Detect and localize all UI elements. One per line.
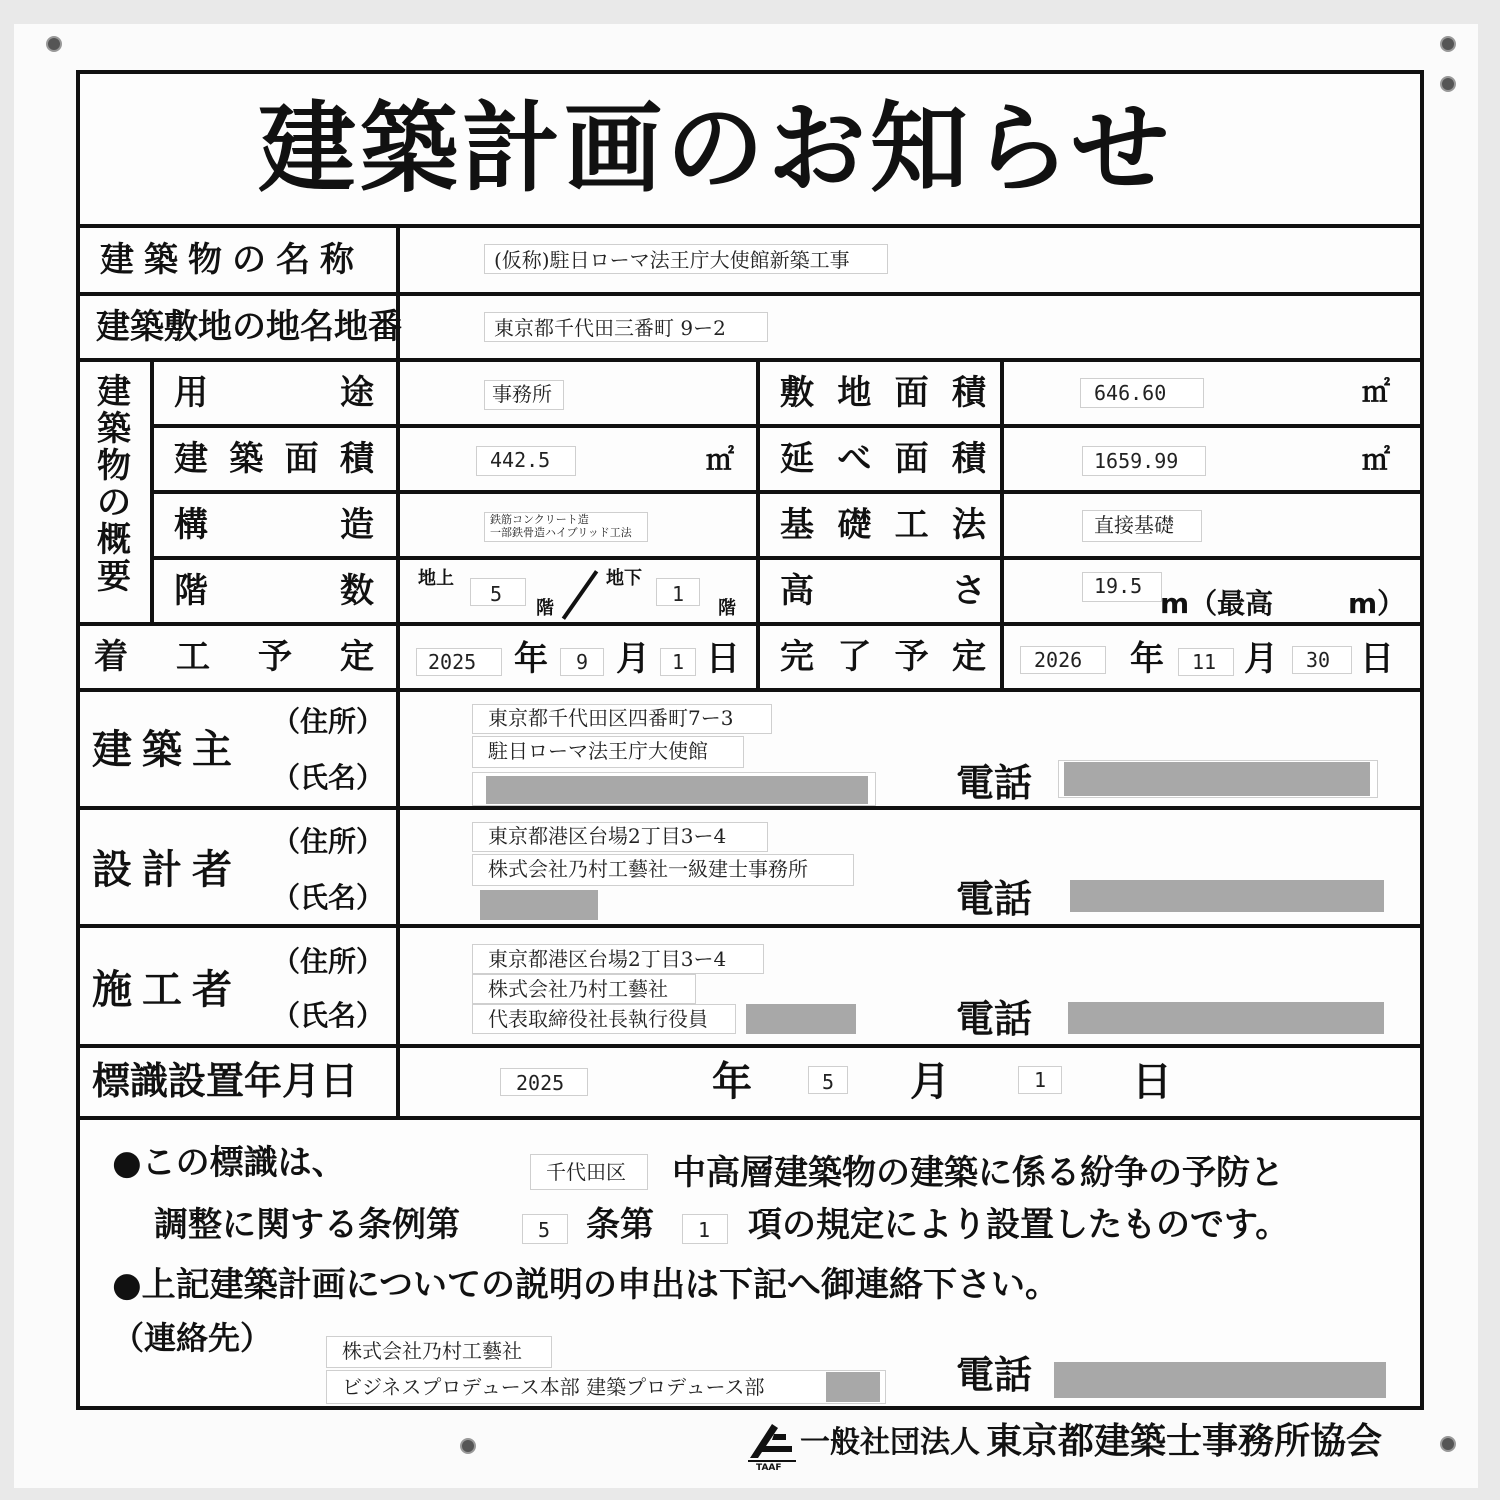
owner-address: 東京都千代田区四番町7ー3 — [488, 706, 734, 730]
start-year: 2025 — [428, 650, 477, 674]
building-area-unit: ㎡ — [706, 443, 735, 476]
divider — [76, 622, 1424, 626]
sign-title: 建築計画のお知らせ — [258, 92, 1174, 206]
building-area-label: 建築面積 — [174, 439, 374, 479]
height-max-unit: m） — [1348, 587, 1406, 620]
floors-above-value: 5 — [490, 582, 503, 606]
redaction-bar — [1054, 1362, 1386, 1398]
constructor-address: 東京都港区台場2丁目3ー4 — [488, 947, 727, 971]
divider — [1000, 358, 1004, 688]
structure-value-line2: 一部鉄骨造ハイブリッド工法 — [490, 526, 632, 539]
redaction-bar — [1064, 762, 1370, 796]
posting-month: 5 — [822, 1070, 835, 1094]
finish-day-unit: 日 — [1360, 639, 1394, 679]
posting-month-unit: 月 — [910, 1059, 950, 1105]
floors-label: 階数 — [174, 571, 374, 611]
constructor-name: 株式会社乃村工藝社 — [488, 977, 668, 1001]
designer-label: 設計者 — [92, 847, 242, 893]
footer-org-name: 東京都建築士事務所協会 — [986, 1421, 1383, 1462]
divider — [152, 556, 1424, 560]
note-line1-a: ●この標識は、 — [112, 1143, 346, 1183]
note-article: 5 — [538, 1218, 551, 1242]
finish-label: 完了予定 — [780, 637, 986, 677]
designer-name: 株式会社乃村工藝社一級建士事務所 — [488, 857, 808, 881]
redaction-bar — [480, 890, 598, 920]
site-area-unit: ㎡ — [1362, 375, 1391, 408]
grommet — [460, 1438, 476, 1454]
floors-above-label: 地上 — [418, 568, 454, 589]
site-address-value: 東京都千代田三番町 9ー2 — [494, 316, 726, 340]
foundation-value: 直接基礎 — [1094, 513, 1174, 537]
use-value: 事務所 — [492, 382, 552, 406]
finish-year: 2026 — [1034, 648, 1083, 672]
start-month-unit: 月 — [616, 639, 650, 679]
posting-year: 2025 — [516, 1071, 565, 1095]
grommet — [1440, 36, 1456, 52]
divider — [150, 358, 154, 624]
divider — [76, 292, 1424, 296]
designer-address: 東京都港区台場2丁目3ー4 — [488, 824, 727, 848]
start-month: 9 — [576, 650, 589, 674]
owner-label: 建築主 — [92, 727, 242, 773]
note-line2-c: 項の規定により設置したものです。 — [748, 1205, 1290, 1245]
divider — [396, 224, 400, 1116]
taaf-logo-icon — [746, 1418, 800, 1468]
building-name-value: (仮称)駐日ローマ法王庁大使館新築工事 — [494, 248, 850, 272]
floor-area-unit: ㎡ — [1362, 443, 1391, 476]
divider — [76, 1116, 1424, 1120]
floors-unit-above: 階 — [536, 598, 554, 619]
floors-unit-below: 階 — [718, 598, 736, 619]
start-day-unit: 日 — [706, 639, 740, 679]
constructor-phone-label: 電話 — [956, 997, 1033, 1041]
start-year-unit: 年 — [514, 639, 548, 679]
divider — [152, 490, 1424, 494]
site-area-label: 敷地面積 — [780, 373, 986, 413]
start-day: 1 — [672, 650, 685, 674]
taaf-logo-text: TAAF — [756, 1463, 782, 1473]
contact-phone-label: 電話 — [956, 1353, 1033, 1397]
height-label: 高さ — [780, 571, 986, 611]
posting-year-unit: 年 — [712, 1059, 752, 1105]
grommet — [1440, 1436, 1456, 1452]
posting-day-unit: 日 — [1132, 1059, 1172, 1105]
divider — [152, 424, 1424, 428]
height-unit: m（最高 — [1160, 587, 1274, 620]
note-clause: 1 — [698, 1218, 711, 1242]
overview-label: 建 築 物 の 概 要 — [97, 372, 131, 597]
building-name-label: 建築物の名称 — [100, 240, 364, 280]
divider — [76, 924, 1424, 928]
constructor-rep: 代表取締役社長執行役員 — [488, 1007, 708, 1031]
owner-address-label: （住所） — [272, 705, 385, 738]
contact-dept: ビジネスプロデュース本部 建築プロデュース部 — [342, 1375, 765, 1399]
constructor-name-label: （氏名） — [272, 999, 385, 1032]
redaction-bar — [1070, 880, 1384, 912]
building-area-value: 442.5 — [490, 448, 551, 472]
start-label: 着工予定 — [94, 637, 374, 677]
divider — [76, 224, 1424, 228]
finish-day: 30 — [1306, 648, 1331, 672]
designer-address-label: （住所） — [272, 825, 385, 858]
constructor-address-label: （住所） — [272, 945, 385, 978]
owner-name-label: （氏名） — [272, 761, 385, 794]
designer-name-label: （氏名） — [272, 881, 385, 914]
grommet — [46, 36, 62, 52]
height-value: 19.5 — [1094, 574, 1143, 598]
redaction-bar — [826, 1372, 880, 1402]
finish-month-unit: 月 — [1244, 639, 1278, 679]
divider — [76, 688, 1424, 692]
finish-month: 11 — [1192, 650, 1217, 674]
finish-year-unit: 年 — [1130, 639, 1164, 679]
site-area-value: 646.60 — [1094, 381, 1167, 405]
redaction-bar — [1068, 1002, 1384, 1034]
footer-org-type: 一般社団法人 — [800, 1425, 980, 1460]
constructor-label: 施工者 — [92, 967, 242, 1013]
owner-phone-label: 電話 — [956, 761, 1033, 805]
divider — [76, 1044, 1424, 1048]
redaction-bar — [746, 1004, 856, 1034]
note-ward: 千代田区 — [546, 1160, 626, 1184]
divider — [76, 806, 1424, 810]
note-line2-b: 条第 — [586, 1205, 654, 1245]
floors-below-label: 地下 — [606, 568, 642, 589]
foundation-label: 基礎工法 — [780, 505, 986, 545]
floor-area-value: 1659.99 — [1094, 449, 1179, 473]
site-address-label: 建築敷地の地名地番 — [96, 307, 402, 347]
note-line1-b: 中高層建築物の建築に係る紛争の予防と — [672, 1153, 1284, 1193]
note-line3: ●上記建築計画についての説明の申出は下記へ御連絡下さい。 — [112, 1265, 1059, 1305]
divider — [76, 358, 1424, 362]
designer-phone-label: 電話 — [956, 877, 1033, 921]
redaction-bar — [486, 776, 868, 804]
posting-day: 1 — [1034, 1068, 1047, 1092]
floors-below-value: 1 — [672, 582, 685, 606]
structure-label: 構造 — [174, 505, 374, 545]
contact-company: 株式会社乃村工藝社 — [342, 1339, 522, 1363]
use-label: 用途 — [174, 373, 374, 413]
divider — [756, 358, 760, 688]
posting-date-label: 標識設置年月日 — [92, 1059, 359, 1103]
structure-value-line1: 鉄筋コンクリート造 — [490, 513, 589, 526]
note-line2-a: 調整に関する条例第 — [154, 1205, 460, 1245]
contact-label: （連絡先） — [112, 1319, 273, 1357]
owner-name: 駐日ローマ法王庁大使館 — [488, 739, 708, 763]
grommet — [1440, 76, 1456, 92]
floor-area-label: 延べ面積 — [780, 439, 986, 479]
